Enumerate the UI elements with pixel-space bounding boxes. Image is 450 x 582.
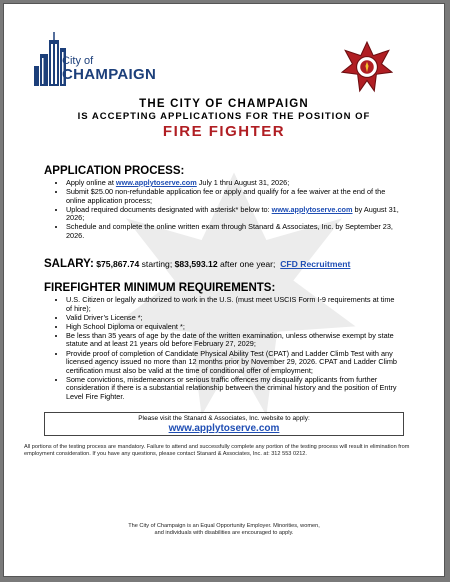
city-logo-text — [62, 56, 156, 82]
header-line-2: IS ACCEPTING APPLICATIONS FOR THE POSITION OF — [77, 111, 371, 122]
starting-salary: $75,867.74 — [96, 259, 140, 269]
apply-box-text: Please visit the Stanard & Associates, Inc. website to apply: — [138, 415, 310, 422]
requirements-title: FIREFIGHTER MINIMUM REQUIREMENTS: — [44, 282, 276, 294]
requirements-section — [44, 282, 400, 402]
list-item: • High School Diploma or equivalent *; — [66, 323, 400, 332]
item-text: Upload required documents designated with asterisk* below to: — [66, 204, 272, 214]
eeo-footer — [4, 523, 444, 537]
application-process-section — [44, 165, 400, 241]
application-process-list — [44, 179, 400, 241]
list-item: • Provide proof of completion of Candidate Physical Ability Test (CPAT) and Ladder Climb Test with any licensed agency issued no more than 12 months prior by November 29, 2026. CPAT and Ladder Climb certification must also be valid at the time of conditional offer of employment; — [66, 350, 400, 376]
apply-link[interactable]: www.applytoserve.com — [115, 178, 197, 187]
fine-print: All portions of the testing process are mandatory. Failure to attend and successfully complete any portion of the testing process will result in elimination from employment consideration. If you have any questions, please contact Stanard & Associates, Inc. at: 312 553 0212. — [24, 444, 410, 457]
apply-box-link[interactable]: www.applytoserve.com — [168, 423, 280, 434]
starting-text: starting; — [139, 259, 175, 269]
list-item: • Some convictions, misdemeanors or serious traffic offences my disqualify applicants from further consideration if there is a substantial relationship between the criminal history and the position of Entry Level Fire Fighter. — [66, 376, 400, 402]
city-of-label: City of — [62, 55, 94, 67]
item-text: Apply online at — [66, 178, 116, 187]
list-item: • Be less than 35 years of age by the date of the written examination, unless otherwise exempt by state statute and at least 21 years old before February 27, 2029; — [66, 332, 400, 349]
footer-line-1: The City of Champaign is an Equal Opportunity Employer. Minorities, women, — [128, 523, 320, 529]
city-name-label: CHAMPAIGN — [62, 66, 157, 83]
flyer-page — [3, 3, 445, 577]
position-title: FIRE FIGHTER — [162, 123, 286, 140]
cfd-recruitment-link[interactable]: CFD Recruitment — [280, 259, 351, 269]
header-line-1: THE CITY OF CHAMPAIGN — [139, 98, 309, 110]
salary-line — [44, 258, 350, 270]
list-item — [66, 188, 400, 205]
footer-line-2: and individuals with disabilities are encouraged to apply. — [154, 529, 294, 536]
list-item — [66, 206, 400, 223]
list-item: • U.S. Citizen or legally authorized to work in the U.S. (must meet USCIS Form I-9 requirements at time of hire); — [66, 296, 400, 313]
salary-label: SALARY: — [44, 258, 94, 270]
after-salary: $83,593.12 — [174, 259, 218, 269]
list-item — [66, 223, 400, 240]
item-text: Submit $25.00 non-refundable application fee or apply and qualify for a fee waiver at the end of the online application process; — [66, 187, 386, 205]
item-text: Schedule and complete the online written exam through Stanard & Associates, Inc. by September 23, 2026. — [66, 222, 393, 241]
apply-box — [44, 412, 404, 436]
upload-link[interactable]: www.applytoserve.com — [271, 204, 353, 214]
item-text: by August 31, 2026; — [66, 204, 399, 223]
fire-department-emblem — [341, 41, 393, 93]
requirements-list — [44, 296, 400, 402]
list-item: • Valid Driver’s License *; — [66, 314, 400, 323]
application-process-title: APPLICATION PROCESS: — [44, 165, 185, 177]
after-text: after one year; — [217, 259, 276, 269]
item-text: July 1 thru August 31, 2026; — [196, 178, 290, 187]
